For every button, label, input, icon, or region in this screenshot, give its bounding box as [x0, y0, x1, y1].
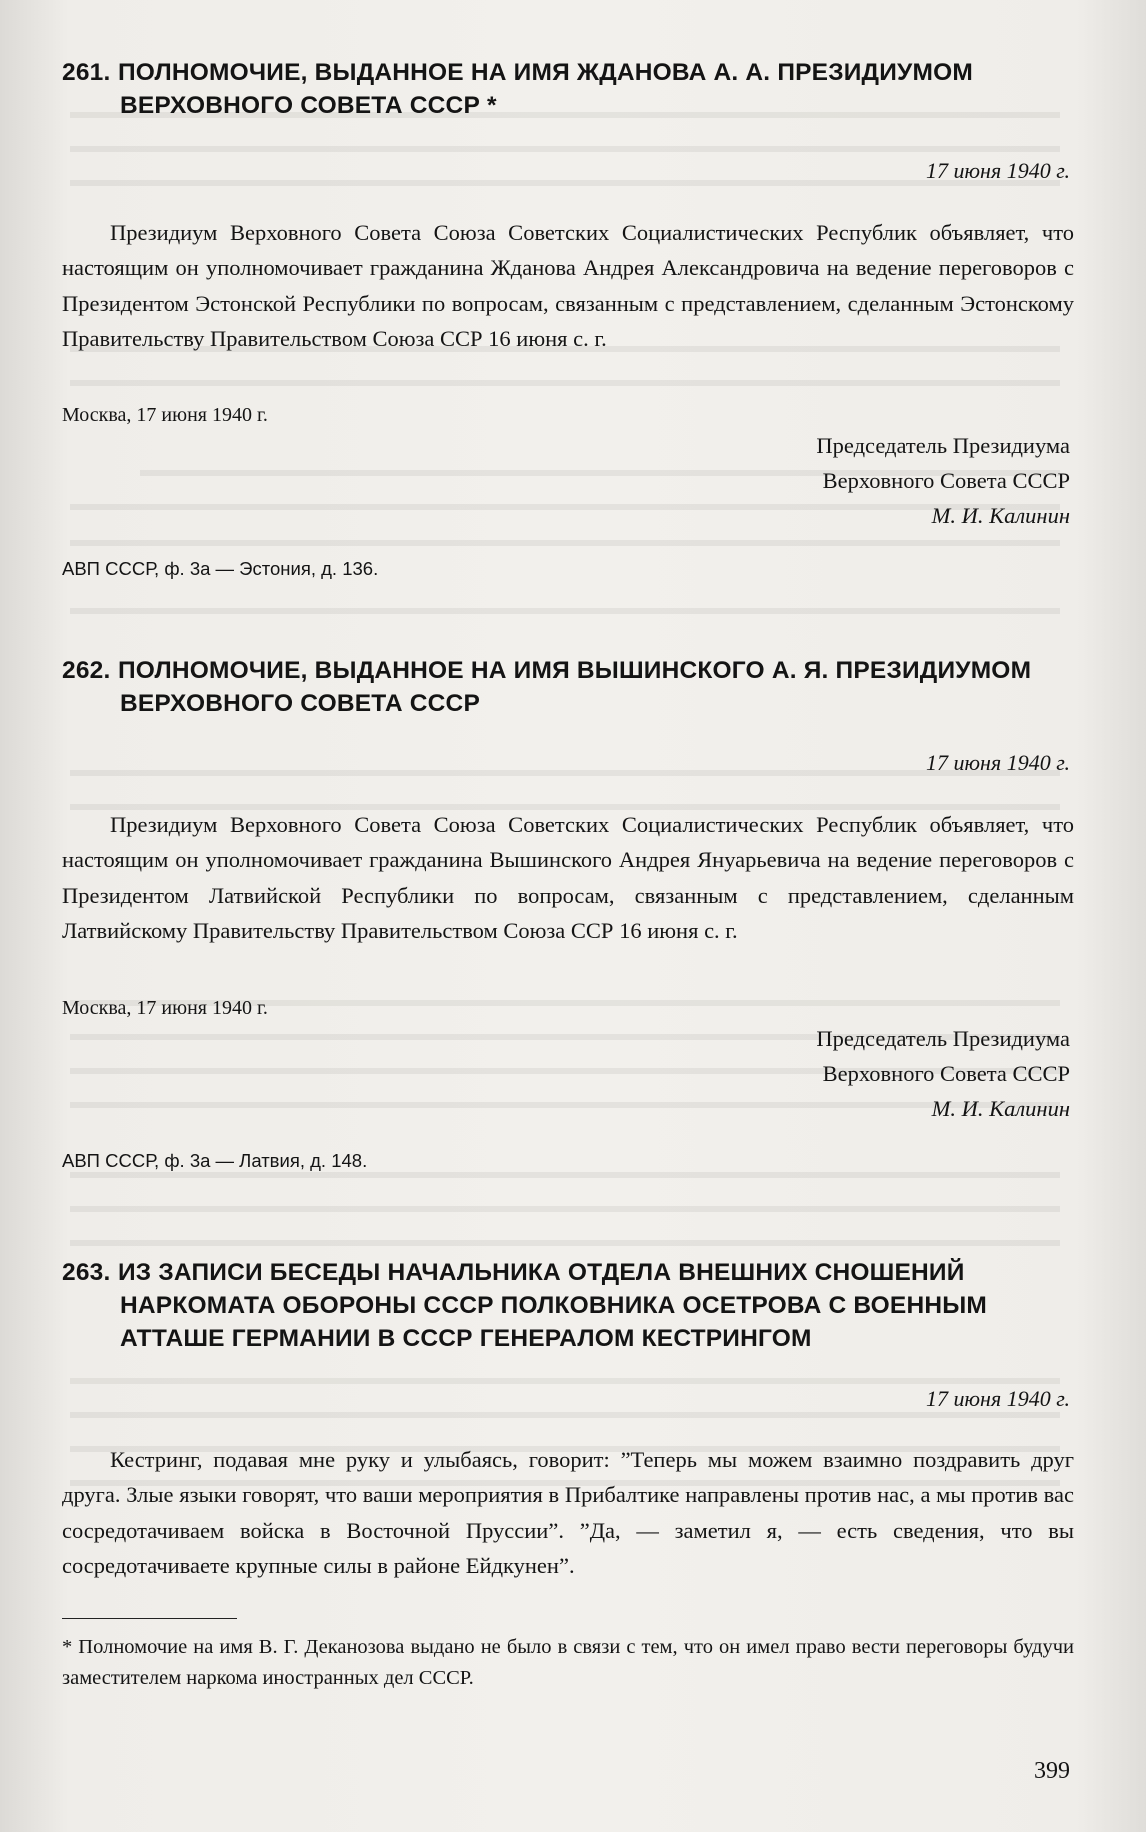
document-body: Кестринг, подавая мне руку и улыбаясь, говорит: ”Теперь мы можем взаимно поздравить друг друга. Злые языки говорят, что ваши мероприятия в Прибалтике направлены против нас, а мы против вас сосредотачиваем войска в Восточной Пруссии”. ”Да, — заметил я, — есть сведения, что вы сосредотачиваете крупные силы в районе Ейдкунен”. — [62, 1447, 1074, 1578]
signature-role: Председатель Президиума — [816, 433, 1070, 458]
title-line: АТТАШЕ ГЕРМАНИИ В СССР ГЕНЕРАЛОМ КЕСТРИНГОМ — [120, 1325, 812, 1352]
document-date: 17 июня 1940 г. — [926, 1386, 1070, 1411]
signature-block — [816, 1021, 1070, 1126]
footnote-divider — [62, 1618, 237, 1619]
place-date: Москва, 17 июня 1940 г. — [62, 997, 268, 1019]
document-body: Президиум Верховного Совета Союза Советских Социалистических Республик объявляет, что настоящим он уполномочивает гражданина Вышинского Андрея Януарьевича на ведение переговоров с Президентом Латвийской Республики по вопросам, связанным с представлением, сделанным Латвийскому Правительству Правительством Союза ССР 16 июня с. г. — [62, 812, 1074, 943]
signature-block — [816, 428, 1070, 533]
signature-name: М. И. Калинин — [931, 503, 1070, 528]
document-title — [62, 1256, 1072, 1355]
place-date: Москва, 17 июня 1940 г. — [62, 404, 268, 426]
signature-name: М. И. Калинин — [931, 1096, 1070, 1121]
signature-role: Верховного Совета СССР — [822, 468, 1070, 493]
document-body: Президиум Верховного Совета Союза Советских Социалистических Республик объявляет, что настоящим он уполномочивает гражданина Жданова Андрея Александровича на ведение переговоров с Президентом Эстонской Республики по вопросам, связанным с представлением, сделанным Эстонскому Правительству Правительством Союза ССР 16 июня с. г. — [62, 220, 1074, 351]
footnote: * Полномочие на имя В. Г. Деканозова выдано не было в связи с тем, что он имел право вести переговоры будучи заместителем наркома иностранных дел СССР. — [62, 1636, 1074, 1689]
document-date: 17 июня 1940 г. — [926, 158, 1070, 183]
document-number: 261. — [62, 59, 111, 86]
title-line: ПОЛНОМОЧИЕ, ВЫДАННОЕ НА ИМЯ ЖДАНОВА А. А. ПРЕЗИДИУМОМ — [118, 59, 973, 86]
signature-role: Верховного Совета СССР — [822, 1061, 1070, 1086]
title-line: ПОЛНОМОЧИЕ, ВЫДАННОЕ НА ИМЯ ВЫШИНСКОГО А. Я. ПРЕЗИДИУМОМ — [118, 657, 1032, 684]
document-title — [62, 56, 1072, 122]
title-line: НАРКОМАТА ОБОРОНЫ СССР ПОЛКОВНИКА ОСЕТРОВА С ВОЕННЫМ — [120, 1292, 988, 1319]
document-date: 17 июня 1940 г. — [926, 750, 1070, 775]
archive-source: АВП СССР, ф. 3а — Эстония, д. 136. — [62, 558, 379, 579]
document-title — [62, 654, 1072, 720]
page-number: 399 — [1034, 1758, 1070, 1784]
signature-role: Председатель Президиума — [816, 1026, 1070, 1051]
title-line: ВЕРХОВНОГО СОВЕТА СССР — [120, 690, 480, 717]
title-line: ИЗ ЗАПИСИ БЕСЕДЫ НАЧАЛЬНИКА ОТДЕЛА ВНЕШНИХ СНОШЕНИЙ — [118, 1259, 965, 1286]
document-number: 263. — [62, 1259, 111, 1286]
document-number: 262. — [62, 657, 111, 684]
title-line: ВЕРХОВНОГО СОВЕТА СССР * — [120, 92, 497, 119]
archive-source: АВП СССР, ф. 3а — Латвия, д. 148. — [62, 1150, 368, 1171]
